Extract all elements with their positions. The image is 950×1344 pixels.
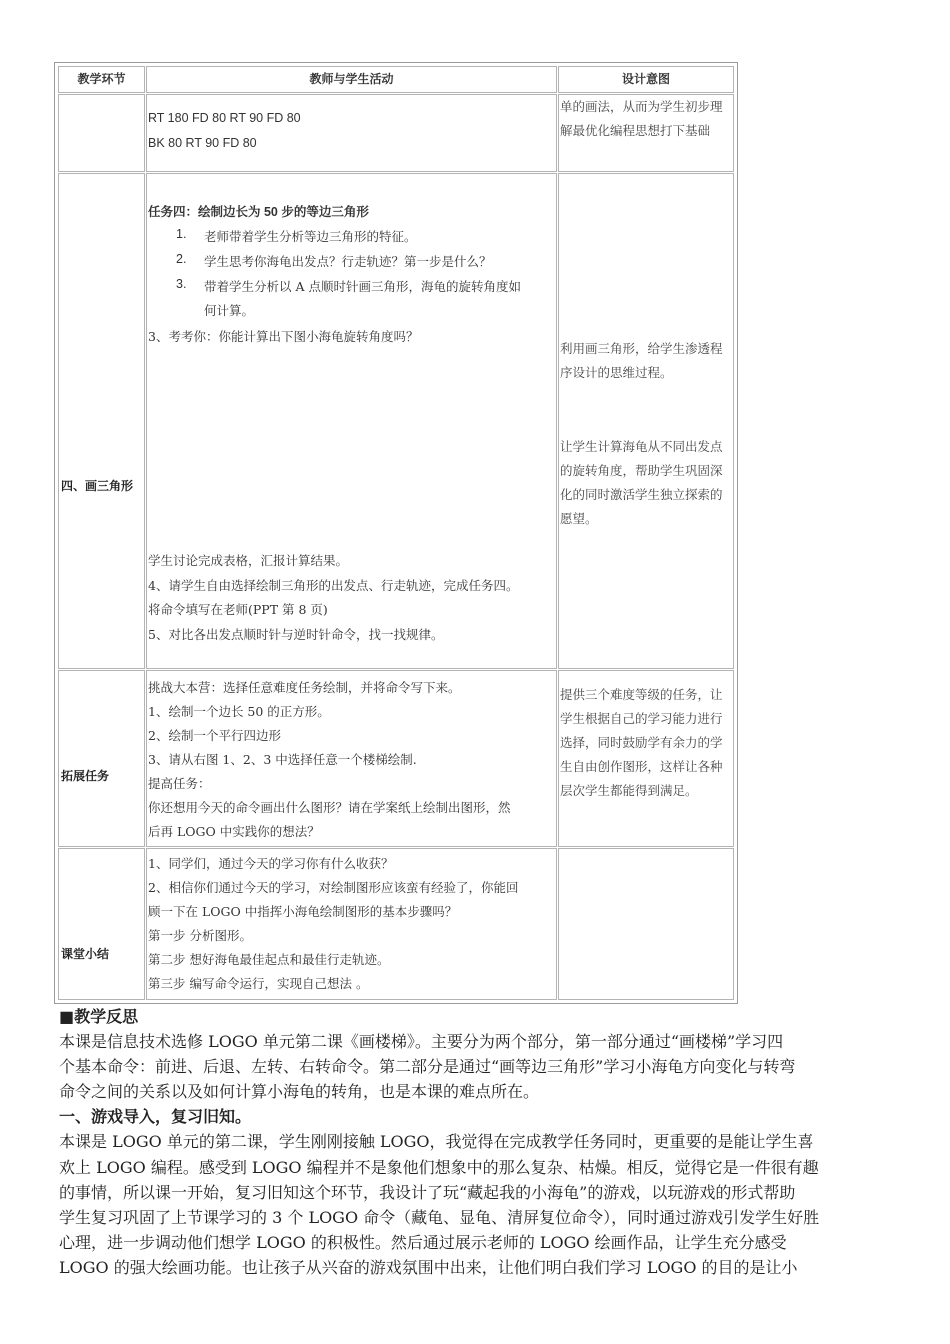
intent-text: 利用画三角形，给学生渗透程序设计的思维过程。	[560, 341, 723, 380]
header-stage: 教学环节	[58, 66, 145, 93]
activity-line: 挑战大本营：选择任意难度任务绘制，并将命令写下来。	[148, 680, 461, 695]
row3-intent-cell	[558, 670, 734, 847]
reflection-line: LOGO 的强大绘画功能。也让孩子从兴奋的游戏氛围中出来，让他们明白我们学习 LOGO 的目的是让小	[59, 1258, 798, 1277]
activity-line: 学生讨论完成表格，汇报计算结果。	[148, 553, 349, 568]
activity-line: 2、绘制一个平行四边形	[148, 728, 281, 743]
stage-label: 课堂小结	[61, 947, 110, 961]
row3-stage-cell	[58, 670, 145, 847]
activity-line: 1、绘制一个边长 50 的正方形。	[148, 704, 330, 719]
activity-line: 后再 LOGO 中实践你的想法？	[148, 824, 320, 839]
lesson-table	[54, 62, 738, 1004]
activity-line: 第三步 编写命令运行，实现自己想法 。	[148, 976, 369, 991]
activity-line: 1、同学们，通过今天的学习你有什么收获？	[148, 856, 394, 871]
reflection-line: 的事情，所以课一开始，复习旧知这个环节，我设计了玩“藏起我的小海龟”的游戏，以玩游戏的形式帮助	[59, 1183, 796, 1202]
code-line: RT 180 FD 80 RT 90 FD 80	[148, 111, 301, 125]
question-text: 3、考考你：你能计算出下图小海龟旋转角度吗？	[148, 329, 419, 344]
activity-line: 提高任务：	[148, 776, 211, 791]
step-text: 学生思考你海龟出发点？行走轨迹？第一步是什么？	[204, 254, 492, 269]
step-text: 老师带着学生分析等边三角形的特征。	[204, 229, 417, 244]
activity-line: 你还想用今天的命令画出什么图形？请在学案纸上绘制出图形，然	[148, 800, 511, 815]
row4-stage-cell	[58, 848, 145, 1000]
reflection-title: ■教学反思	[59, 1007, 139, 1026]
reflection-line: 欢上 LOGO 编程。感受到 LOGO 编程并不是象他们想象中的那么复杂、枯燥。相反，觉得它是一件很有趣	[59, 1158, 819, 1177]
row3-activities-cell	[146, 670, 557, 847]
intent-text: 提供三个难度等级的任务，让学生根据自己的学习能力进行选择，同时鼓励学有余力的学生自由创作图形，这样让各种层次学生都能得到满足。	[560, 687, 723, 798]
intent-text: 让学生计算海龟从不同出发点的旋转角度，帮助学生巩固深化的同时激活学生独立探索的愿望。	[560, 439, 723, 526]
intent-text: 单的画法，从而为学生初步理解最优化编程思想打下基础	[560, 99, 723, 138]
row4-activities-cell	[146, 848, 557, 1000]
row1-intent-cell	[558, 94, 734, 172]
activity-line: 第一步 分析图形。	[148, 928, 252, 943]
row2-intent-cell	[558, 173, 734, 669]
activity-line: 顾一下在 LOGO 中指挥小海龟绘制图形的基本步骤吗？	[148, 904, 458, 919]
activity-line: 将命令填写在老师(PPT 第 8 页)	[148, 602, 328, 617]
activity-line: 5、对比各出发点顺时针与逆时针命令，找一找规律。	[148, 627, 444, 642]
activity-line: 2、相信你们通过今天的学习，对绘制图形应该蛮有经验了，你能回	[148, 880, 519, 895]
step-text: 带着学生分析以 A 点顺时针画三角形，海龟的旋转角度如	[204, 279, 521, 294]
reflection-line: 个基本命令：前进、后退、左转、右转命令。第二部分是通过“画等边三角形”学习小海龟方向变化与转弯	[59, 1057, 796, 1076]
row1-stage-cell	[58, 94, 145, 172]
activity-line: 4、请学生自由选择绘制三角形的出发点、行走轨迹，完成任务四。	[148, 578, 519, 593]
activity-line: 3、请从右图 1、2、3 中选择任意一个楼梯绘制.	[148, 752, 417, 767]
row2-stage-cell	[58, 173, 145, 669]
row1-activities-cell	[146, 94, 557, 172]
stage-label: 四、画三角形	[61, 479, 134, 493]
reflection-line: 本课是 LOGO 单元的第二课，学生刚刚接触 LOGO，我觉得在完成教学任务同时，更重要的是能让学生喜	[59, 1132, 814, 1151]
step-text: 何计算。	[204, 303, 255, 318]
section-heading: 一、游戏导入，复习旧知。	[59, 1107, 252, 1126]
step-number: 2.	[176, 252, 187, 266]
stage-label: 拓展任务	[61, 769, 110, 783]
reflection-line: 心理，进一步调动他们想学 LOGO 的积极性。然后通过展示老师的 LOGO 绘画作品，让学生充分感受	[59, 1233, 787, 1252]
activity-line: 第二步 想好海龟最佳起点和最佳行走轨迹。	[148, 952, 390, 967]
step-number: 1.	[176, 227, 187, 241]
task-title: 任务四：绘制边长为 50 步的等边三角形	[148, 205, 369, 219]
reflection-line: 命令之间的关系以及如何计算小海龟的转角，也是本课的难点所在。	[59, 1082, 540, 1101]
row2-activities-cell	[146, 173, 557, 669]
row4-intent-cell	[558, 848, 734, 1000]
header-activities: 教师与学生活动	[146, 66, 557, 93]
code-line: BK 80 RT 90 FD 80	[148, 136, 257, 150]
step-number: 3.	[176, 277, 187, 291]
reflection-line: 学生复习巩固了上节课学习的 3 个 LOGO 命令（藏龟、显龟、清屏复位命令），同时通过游戏引发学生好胜	[59, 1208, 820, 1227]
reflection-line: 本课是信息技术选修 LOGO 单元第二课《画楼梯》。主要分为两个部分，第一部分通过“画楼梯”学习四	[59, 1032, 784, 1051]
header-intent: 设计意图	[558, 66, 734, 93]
